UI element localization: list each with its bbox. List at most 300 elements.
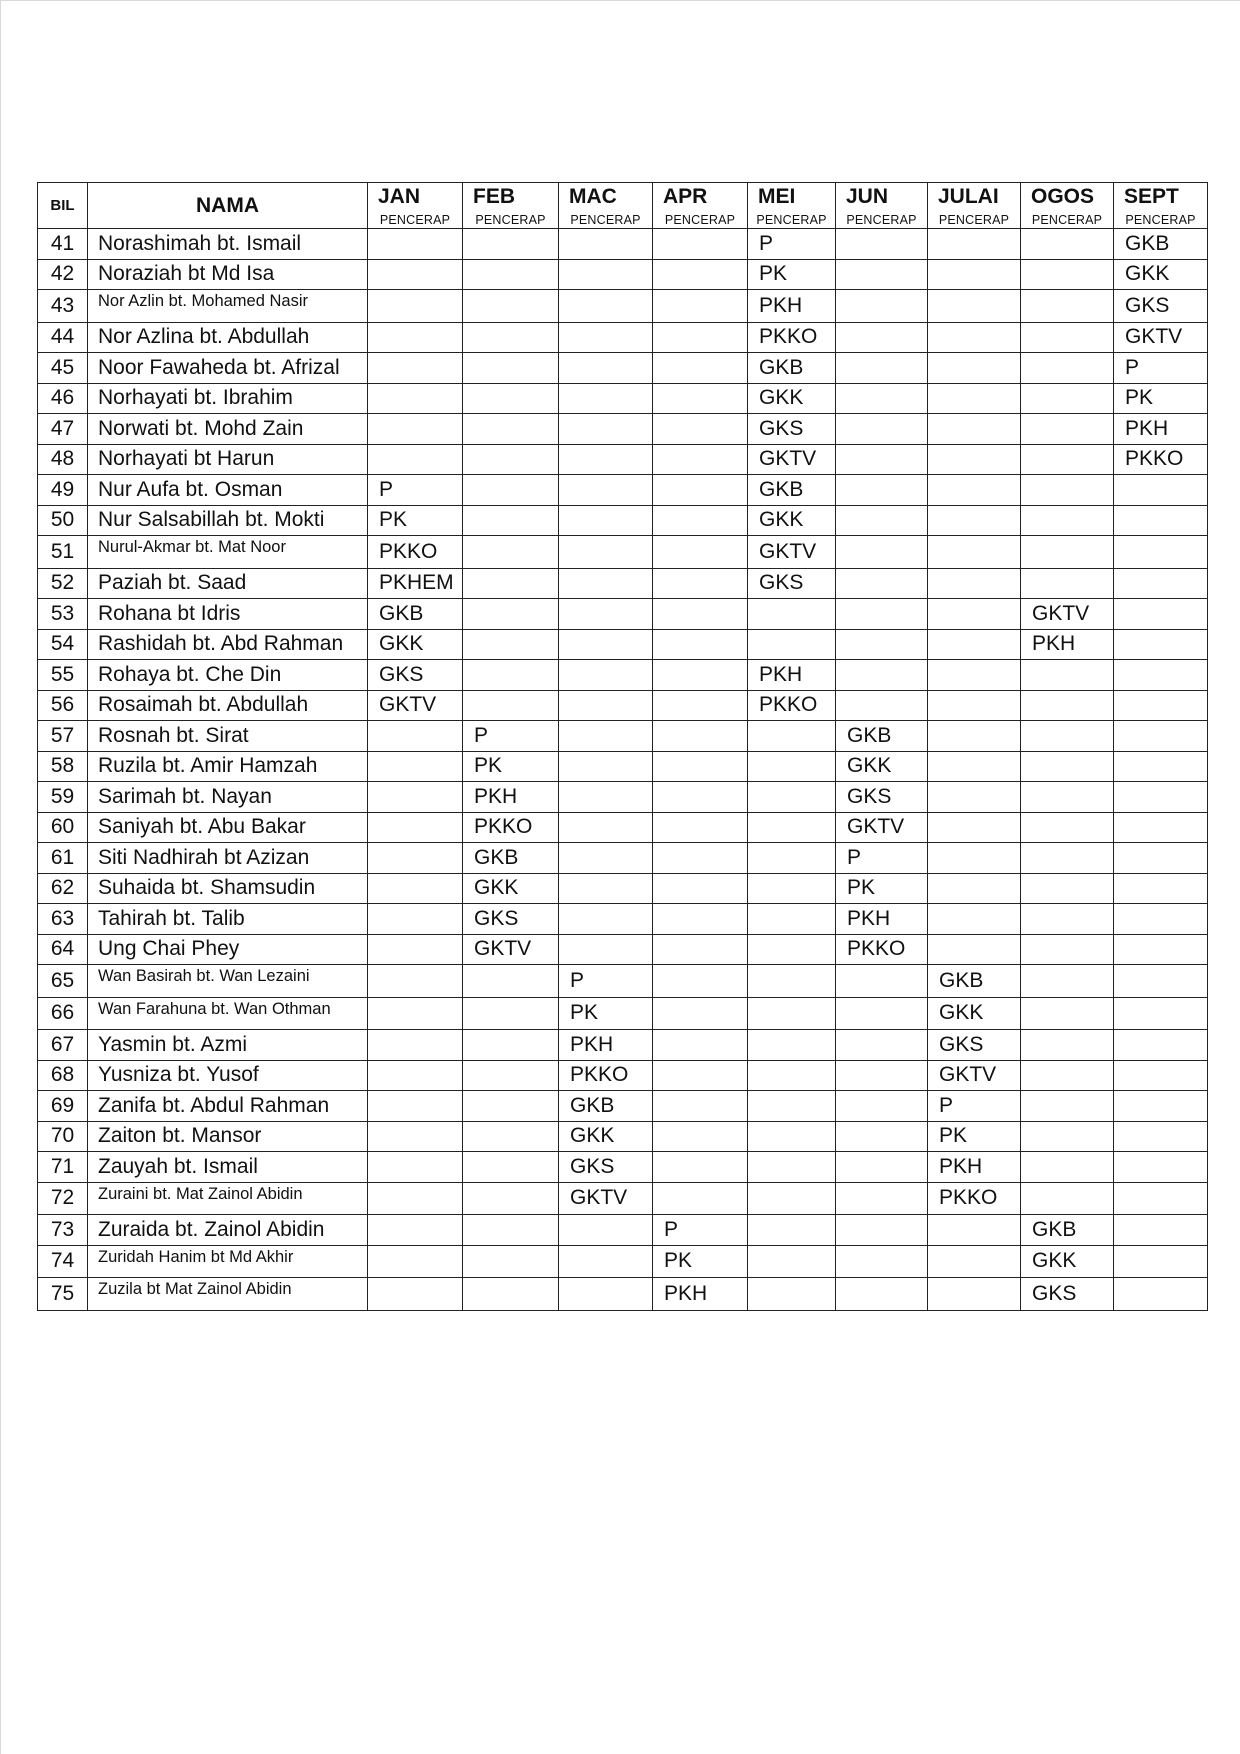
table-row <box>38 782 1208 813</box>
cell-mei: GKB <box>748 353 836 384</box>
cell-ogos <box>1021 843 1114 874</box>
cell-mac <box>559 259 653 290</box>
cell-ogos <box>1021 1121 1114 1152</box>
row-bil: 49 <box>38 475 88 506</box>
cell-sept: GKK <box>1114 259 1208 290</box>
cell-sept <box>1114 660 1208 691</box>
cell-ogos <box>1021 568 1114 599</box>
cell-ogos <box>1021 475 1114 506</box>
cell-jun: PKKO <box>836 934 928 965</box>
cell-julai: GKK <box>928 997 1021 1030</box>
header-pencerap-jan: PENCERAP <box>368 211 463 229</box>
cell-julai <box>928 322 1021 353</box>
table-row <box>38 660 1208 691</box>
cell-ogos <box>1021 290 1114 323</box>
cell-jun <box>836 997 928 1030</box>
row-nama: Yusniza bt. Yusof <box>88 1060 368 1091</box>
row-nama: Ung Chai Phey <box>88 934 368 965</box>
cell-sept <box>1114 629 1208 660</box>
cell-mei: GKS <box>748 414 836 445</box>
cell-jan <box>368 1278 463 1311</box>
cell-julai <box>928 782 1021 813</box>
cell-feb <box>463 290 559 323</box>
row-nama: Nur Salsabillah bt. Mokti <box>88 505 368 536</box>
cell-sept <box>1114 934 1208 965</box>
table-row <box>38 751 1208 782</box>
cell-jan <box>368 751 463 782</box>
cell-jun <box>836 353 928 384</box>
cell-julai <box>928 475 1021 506</box>
cell-jan <box>368 383 463 414</box>
cell-mac <box>559 536 653 569</box>
cell-sept <box>1114 568 1208 599</box>
cell-jan <box>368 873 463 904</box>
row-nama: Norhayati bt. Ibrahim <box>88 383 368 414</box>
cell-julai: GKB <box>928 965 1021 998</box>
cell-feb: PKH <box>463 782 559 813</box>
cell-ogos <box>1021 505 1114 536</box>
cell-mei: GKB <box>748 475 836 506</box>
cell-apr <box>653 904 748 935</box>
cell-sept <box>1114 1152 1208 1183</box>
cell-mei <box>748 965 836 998</box>
cell-julai <box>928 751 1021 782</box>
cell-apr <box>653 414 748 445</box>
cell-feb <box>463 599 559 630</box>
cell-apr <box>653 1060 748 1091</box>
cell-jun: GKB <box>836 721 928 752</box>
cell-mei <box>748 1121 836 1152</box>
cell-ogos <box>1021 536 1114 569</box>
cell-mac <box>559 1245 653 1278</box>
cell-julai: PKKO <box>928 1182 1021 1215</box>
table-row <box>38 568 1208 599</box>
cell-feb <box>463 568 559 599</box>
cell-jan: P <box>368 475 463 506</box>
row-nama: Wan Farahuna bt. Wan Othman <box>88 997 368 1030</box>
cell-jan <box>368 843 463 874</box>
row-bil: 73 <box>38 1215 88 1246</box>
cell-ogos <box>1021 444 1114 475</box>
cell-ogos <box>1021 873 1114 904</box>
cell-apr <box>653 721 748 752</box>
header-pencerap-apr: PENCERAP <box>653 211 748 229</box>
row-bil: 58 <box>38 751 88 782</box>
cell-apr <box>653 843 748 874</box>
cell-mac <box>559 1278 653 1311</box>
cell-feb <box>463 1215 559 1246</box>
cell-julai <box>928 444 1021 475</box>
row-bil: 65 <box>38 965 88 998</box>
cell-jan: GKK <box>368 629 463 660</box>
cell-julai <box>928 934 1021 965</box>
row-bil: 62 <box>38 873 88 904</box>
row-bil: 72 <box>38 1182 88 1215</box>
cell-mei <box>748 1152 836 1183</box>
table-row <box>38 965 1208 998</box>
cell-ogos <box>1021 383 1114 414</box>
header-pencerap-mac: PENCERAP <box>559 211 653 229</box>
row-nama: Suhaida bt. Shamsudin <box>88 873 368 904</box>
cell-apr <box>653 1091 748 1122</box>
cell-feb: PKKO <box>463 812 559 843</box>
cell-julai <box>928 505 1021 536</box>
table-row <box>38 599 1208 630</box>
cell-mei: GKS <box>748 568 836 599</box>
row-bil: 51 <box>38 536 88 569</box>
cell-feb <box>463 1245 559 1278</box>
cell-julai <box>928 721 1021 752</box>
cell-mac: P <box>559 965 653 998</box>
header-month-sept: SEPT <box>1114 183 1208 212</box>
cell-jun <box>836 414 928 445</box>
cell-feb: PK <box>463 751 559 782</box>
cell-jun <box>836 690 928 721</box>
table-row <box>38 690 1208 721</box>
cell-jun: GKK <box>836 751 928 782</box>
table-row <box>38 290 1208 323</box>
header-bil: BIL <box>38 183 88 229</box>
row-bil: 68 <box>38 1060 88 1091</box>
cell-jun <box>836 322 928 353</box>
row-bil: 64 <box>38 934 88 965</box>
cell-mei: GKTV <box>748 444 836 475</box>
cell-mac <box>559 414 653 445</box>
cell-feb <box>463 322 559 353</box>
cell-jun <box>836 1182 928 1215</box>
cell-jan <box>368 1091 463 1122</box>
row-nama: Zanifa bt. Abdul Rahman <box>88 1091 368 1122</box>
cell-ogos <box>1021 660 1114 691</box>
cell-jun: GKTV <box>836 812 928 843</box>
cell-apr <box>653 1030 748 1061</box>
cell-mac <box>559 444 653 475</box>
cell-ogos <box>1021 751 1114 782</box>
row-bil: 46 <box>38 383 88 414</box>
cell-jun <box>836 229 928 260</box>
cell-mac: GKK <box>559 1121 653 1152</box>
cell-apr <box>653 1121 748 1152</box>
row-nama: Zuraida bt. Zainol Abidin <box>88 1215 368 1246</box>
cell-sept <box>1114 1278 1208 1311</box>
cell-mac <box>559 568 653 599</box>
row-nama: Norhayati bt Harun <box>88 444 368 475</box>
cell-ogos <box>1021 1030 1114 1061</box>
row-bil: 48 <box>38 444 88 475</box>
cell-feb <box>463 965 559 998</box>
cell-apr <box>653 1152 748 1183</box>
row-nama: Zauyah bt. Ismail <box>88 1152 368 1183</box>
header-pencerap-sept: PENCERAP <box>1114 211 1208 229</box>
table-row <box>38 934 1208 965</box>
cell-jun <box>836 1152 928 1183</box>
cell-ogos: GKTV <box>1021 599 1114 630</box>
cell-mei <box>748 751 836 782</box>
table-row <box>38 1030 1208 1061</box>
cell-feb <box>463 444 559 475</box>
cell-feb <box>463 1091 559 1122</box>
row-bil: 43 <box>38 290 88 323</box>
header-month-ogos: OGOS <box>1021 183 1114 212</box>
cell-mei <box>748 934 836 965</box>
cell-julai <box>928 353 1021 384</box>
row-nama: Wan Basirah bt. Wan Lezaini <box>88 965 368 998</box>
cell-sept: PK <box>1114 383 1208 414</box>
cell-sept: GKS <box>1114 290 1208 323</box>
row-bil: 41 <box>38 229 88 260</box>
row-nama: Rohaya bt. Che Din <box>88 660 368 691</box>
cell-jun <box>836 1030 928 1061</box>
cell-julai <box>928 599 1021 630</box>
cell-jan <box>368 721 463 752</box>
cell-feb <box>463 383 559 414</box>
cell-ogos <box>1021 997 1114 1030</box>
row-bil: 44 <box>38 322 88 353</box>
cell-apr <box>653 782 748 813</box>
table-row <box>38 1121 1208 1152</box>
cell-mei <box>748 1030 836 1061</box>
table-row <box>38 505 1208 536</box>
row-bil: 47 <box>38 414 88 445</box>
cell-jun <box>836 1278 928 1311</box>
cell-apr <box>653 444 748 475</box>
row-bil: 75 <box>38 1278 88 1311</box>
cell-sept <box>1114 751 1208 782</box>
table-row <box>38 1245 1208 1278</box>
cell-feb <box>463 1278 559 1311</box>
row-bil: 45 <box>38 353 88 384</box>
table-row <box>38 229 1208 260</box>
table-row <box>38 259 1208 290</box>
table-row <box>38 873 1208 904</box>
cell-julai <box>928 383 1021 414</box>
row-bil: 69 <box>38 1091 88 1122</box>
row-bil: 52 <box>38 568 88 599</box>
cell-apr <box>653 383 748 414</box>
cell-sept <box>1114 965 1208 998</box>
cell-feb <box>463 475 559 506</box>
cell-sept <box>1114 904 1208 935</box>
cell-mac: GKB <box>559 1091 653 1122</box>
cell-mac <box>559 229 653 260</box>
cell-mac: GKS <box>559 1152 653 1183</box>
cell-apr <box>653 536 748 569</box>
cell-jan <box>368 353 463 384</box>
cell-sept <box>1114 1215 1208 1246</box>
cell-julai <box>928 904 1021 935</box>
cell-jan <box>368 1182 463 1215</box>
cell-jun <box>836 965 928 998</box>
cell-mac <box>559 751 653 782</box>
cell-mei: PKKO <box>748 322 836 353</box>
cell-mei <box>748 873 836 904</box>
cell-mei <box>748 1091 836 1122</box>
table-body <box>38 229 1208 1311</box>
cell-jan <box>368 812 463 843</box>
cell-apr <box>653 965 748 998</box>
cell-jan <box>368 782 463 813</box>
row-bil: 56 <box>38 690 88 721</box>
cell-apr <box>653 690 748 721</box>
cell-jan <box>368 934 463 965</box>
header-month-feb: FEB <box>463 183 559 212</box>
cell-mac <box>559 629 653 660</box>
cell-jan: GKTV <box>368 690 463 721</box>
cell-mac: GKTV <box>559 1182 653 1215</box>
cell-mac <box>559 660 653 691</box>
row-bil: 59 <box>38 782 88 813</box>
cell-jun <box>836 1091 928 1122</box>
cell-mei: PKH <box>748 660 836 691</box>
cell-julai <box>928 873 1021 904</box>
cell-mei <box>748 629 836 660</box>
cell-ogos <box>1021 1091 1114 1122</box>
cell-sept <box>1114 475 1208 506</box>
cell-apr: P <box>653 1215 748 1246</box>
cell-jun <box>836 444 928 475</box>
cell-jan <box>368 229 463 260</box>
cell-jun <box>836 629 928 660</box>
cell-julai: GKS <box>928 1030 1021 1061</box>
cell-feb: GKB <box>463 843 559 874</box>
cell-jun: PK <box>836 873 928 904</box>
cell-sept <box>1114 1060 1208 1091</box>
cell-apr <box>653 568 748 599</box>
cell-sept <box>1114 1030 1208 1061</box>
cell-feb <box>463 414 559 445</box>
table-row <box>38 1060 1208 1091</box>
header-month-mei: MEI <box>748 183 836 212</box>
row-nama: Nor Azlina bt. Abdullah <box>88 322 368 353</box>
cell-julai <box>928 259 1021 290</box>
cell-ogos: GKK <box>1021 1245 1114 1278</box>
cell-mei: GKK <box>748 505 836 536</box>
cell-mac <box>559 1215 653 1246</box>
cell-julai <box>928 1278 1021 1311</box>
table-row <box>38 1182 1208 1215</box>
row-nama: Norashimah bt. Ismail <box>88 229 368 260</box>
cell-jun <box>836 259 928 290</box>
cell-feb <box>463 660 559 691</box>
cell-jan: PKKO <box>368 536 463 569</box>
row-nama: Zaiton bt. Mansor <box>88 1121 368 1152</box>
row-nama: Norwati bt. Mohd Zain <box>88 414 368 445</box>
row-nama: Noor Fawaheda bt. Afrizal <box>88 353 368 384</box>
row-bil: 74 <box>38 1245 88 1278</box>
cell-julai: GKTV <box>928 1060 1021 1091</box>
cell-sept <box>1114 873 1208 904</box>
cell-feb <box>463 505 559 536</box>
header-pencerap-mei: PENCERAP <box>748 211 836 229</box>
header-month-mac: MAC <box>559 183 653 212</box>
table-row <box>38 721 1208 752</box>
cell-jan: PKHEM <box>368 568 463 599</box>
cell-mei <box>748 782 836 813</box>
header-pencerap-feb: PENCERAP <box>463 211 559 229</box>
header-row-months <box>38 183 1208 212</box>
cell-apr <box>653 353 748 384</box>
cell-feb <box>463 1030 559 1061</box>
cell-jan <box>368 1121 463 1152</box>
cell-apr: PKH <box>653 1278 748 1311</box>
cell-julai <box>928 629 1021 660</box>
cell-mei <box>748 1182 836 1215</box>
cell-mac <box>559 322 653 353</box>
cell-apr <box>653 475 748 506</box>
table-row <box>38 1091 1208 1122</box>
cell-ogos <box>1021 904 1114 935</box>
cell-jan <box>368 444 463 475</box>
header-pencerap-ogos: PENCERAP <box>1021 211 1114 229</box>
cell-jan <box>368 259 463 290</box>
row-nama: Rohana bt Idris <box>88 599 368 630</box>
cell-jun <box>836 1121 928 1152</box>
cell-mei <box>748 1278 836 1311</box>
table-row <box>38 444 1208 475</box>
cell-sept: GKTV <box>1114 322 1208 353</box>
row-bil: 71 <box>38 1152 88 1183</box>
cell-julai <box>928 690 1021 721</box>
row-bil: 60 <box>38 812 88 843</box>
cell-ogos <box>1021 353 1114 384</box>
table-row <box>38 1215 1208 1246</box>
cell-apr <box>653 812 748 843</box>
cell-jun <box>836 475 928 506</box>
cell-feb: GKK <box>463 873 559 904</box>
cell-jan <box>368 1030 463 1061</box>
cell-mei: PKKO <box>748 690 836 721</box>
row-bil: 50 <box>38 505 88 536</box>
cell-ogos <box>1021 782 1114 813</box>
cell-mac: PKH <box>559 1030 653 1061</box>
cell-jan <box>368 1245 463 1278</box>
cell-jan <box>368 322 463 353</box>
cell-julai: PKH <box>928 1152 1021 1183</box>
cell-apr <box>653 505 748 536</box>
cell-mei <box>748 997 836 1030</box>
cell-sept: GKB <box>1114 229 1208 260</box>
table-row <box>38 904 1208 935</box>
cell-feb <box>463 629 559 660</box>
cell-mac <box>559 383 653 414</box>
table-row <box>38 322 1208 353</box>
cell-apr <box>653 629 748 660</box>
cell-mei <box>748 599 836 630</box>
row-bil: 67 <box>38 1030 88 1061</box>
cell-ogos <box>1021 934 1114 965</box>
cell-apr <box>653 934 748 965</box>
cell-sept <box>1114 997 1208 1030</box>
cell-mac <box>559 353 653 384</box>
cell-jan <box>368 904 463 935</box>
cell-jan: GKB <box>368 599 463 630</box>
row-nama: Ruzila bt. Amir Hamzah <box>88 751 368 782</box>
cell-mac <box>559 843 653 874</box>
cell-mac <box>559 290 653 323</box>
cell-feb: P <box>463 721 559 752</box>
cell-mei: P <box>748 229 836 260</box>
cell-apr <box>653 660 748 691</box>
cell-apr: PK <box>653 1245 748 1278</box>
cell-feb <box>463 229 559 260</box>
table-row <box>38 997 1208 1030</box>
cell-julai <box>928 568 1021 599</box>
cell-mei <box>748 812 836 843</box>
cell-jun <box>836 1215 928 1246</box>
cell-julai <box>928 1245 1021 1278</box>
cell-sept <box>1114 1182 1208 1215</box>
cell-jan: PK <box>368 505 463 536</box>
